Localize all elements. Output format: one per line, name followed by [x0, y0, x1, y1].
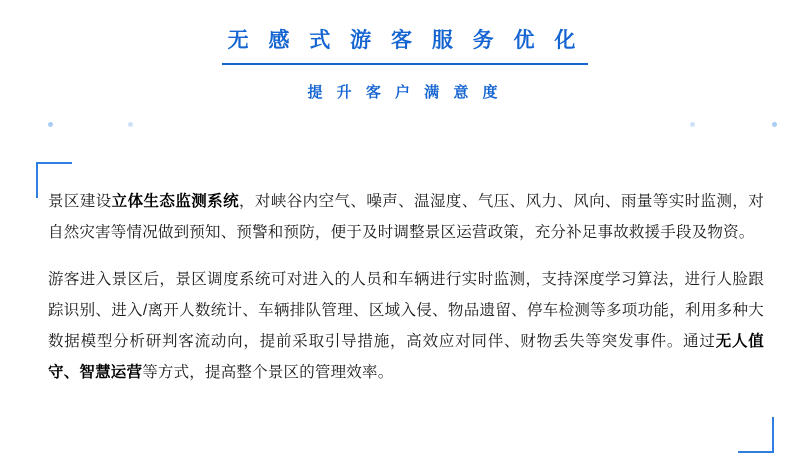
- page-title: 无 感 式 游 客 服 务 优 化: [222, 26, 589, 65]
- header: [0, 0, 810, 104]
- dot-icon: [128, 122, 133, 127]
- paragraph-2-text-b: 等方式，提高整个景区的管理效率。: [142, 364, 394, 381]
- paragraph-1: [48, 186, 764, 248]
- decorative-dots: [0, 122, 810, 132]
- dot-icon: [772, 122, 777, 127]
- paragraph-2: [48, 264, 764, 388]
- dot-icon: [48, 122, 53, 127]
- paragraph-2-emphasis: 无人值守、智慧运营: [48, 333, 765, 381]
- paragraph-2-text-a: 游客进入景区后，景区调度系统可对进入的人员和车辆进行实时监测，支持深度学习算法，进行人脸跟踪识别、进入/离开人数统计、车辆排队管理、区域入侵、物品遗留、停车检测等多项功能，利用多种大数据模型分析研判客流动向，提前采取引导措施，高效应对同伴、财物丢失等突发事件。通过: [48, 271, 764, 350]
- dot-icon: [690, 122, 695, 127]
- body-content: [48, 186, 764, 388]
- paragraph-1-text-a: 景区建设: [48, 193, 112, 210]
- paragraph-1-text-b: ，对峡谷内空气、噪声、温湿度、气压、风力、风向、雨量等实时监测，对自然灾害等情况做到预知、预警和预防，便于及时调整景区运营政策，充分补足事故救援手段及物资。: [48, 193, 764, 241]
- page-subtitle: 提 升 客 户 满 意 度: [307, 84, 503, 101]
- corner-bracket-bottom-right-icon: [738, 417, 774, 453]
- paragraph-1-emphasis: 立体生态监测系统: [111, 193, 239, 210]
